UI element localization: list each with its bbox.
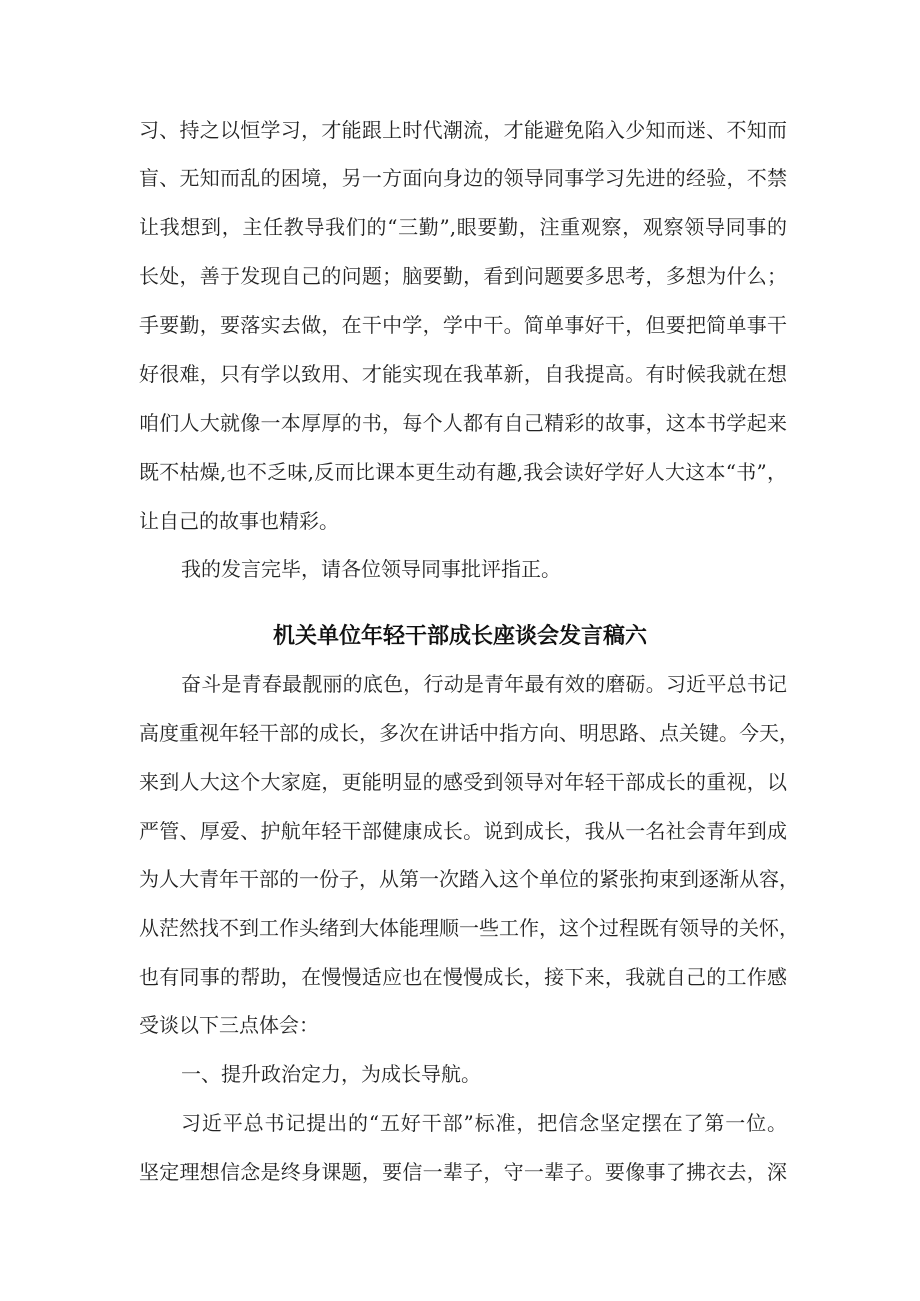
paragraph-line: 奋斗是青春最靓丽的底色，行动是青年最有效的磨砺。习近平总书记 — [181, 672, 787, 696]
paragraph-line: 习近平总书记提出的“五好干部”标准，把信念坚定摆在了第一位。 — [181, 1111, 787, 1135]
paragraph-line: 既不枯燥,也不乏味,反而比课本更生动有趣,我会读好学好人大这本“书”， — [139, 460, 787, 484]
paragraph-line: 让我想到，主任教导我们的“三勤”,眼要勤，注重观察，观察领导同事的 — [139, 215, 787, 239]
document-title: 机关单位年轻干部成长座谈会发言稿六 — [272, 624, 647, 649]
paragraph-line: 好很难，只有学以致用、才能实现在我革新，自我提高。有时候我就在想 — [139, 362, 787, 386]
paragraph-line: 高度重视年轻干部的成长，多次在讲话中指方向、明思路、点关键。今天， — [139, 721, 799, 745]
paragraph-line: 严管、厚爱、护航年轻干部健康成长。说到成长，我从一名社会青年到成 — [139, 819, 787, 843]
paragraph-line: 来到人大这个大家庭，更能明显的感受到领导对年轻干部成长的重视，以 — [139, 770, 787, 794]
closing-remark: 我的发言完毕，请各位领导同事批评指正。 — [181, 557, 561, 581]
paragraph-line: 习、持之以恒学习，才能跟上时代潮流，才能避免陷入少知而迷、不知而 — [139, 118, 787, 142]
paragraph-line: 让自己的故事也精彩。 — [139, 509, 339, 533]
paragraph-line: 从茫然找不到工作头绪到大体能理顺一些工作，这个过程既有领导的关怀， — [139, 916, 799, 940]
paragraph-line: 咱们人大就像一本厚厚的书，每个人都有自己精彩的故事，这本书学起来 — [139, 411, 787, 435]
paragraph-line: 受谈以下三点体会： — [139, 1013, 319, 1037]
paragraph-line: 手要勤，要落实去做，在干中学，学中干。简单事好干，但要把简单事干 — [139, 313, 787, 337]
paragraph-line: 长处，善于发现自己的问题；脑要勤，看到问题要多思考，多想为什么； — [139, 264, 787, 288]
section-heading: 一、提升政治定力，为成长导航。 — [181, 1062, 481, 1086]
paragraph-line: 为人大青年干部的一份子，从第一次踏入这个单位的紧张拘束到逐渐从容， — [139, 867, 799, 891]
paragraph-line: 盲、无知而乱的困境，另一方面向身边的领导同事学习先进的经验，不禁 — [139, 166, 787, 190]
paragraph-line: 也有同事的帮助，在慢慢适应也在慢慢成长，接下来，我就自己的工作感 — [139, 965, 787, 989]
paragraph-line: 坚定理想信念是终身课题，要信一辈子，守一辈子。要像事了拂衣去，深 — [139, 1160, 787, 1184]
